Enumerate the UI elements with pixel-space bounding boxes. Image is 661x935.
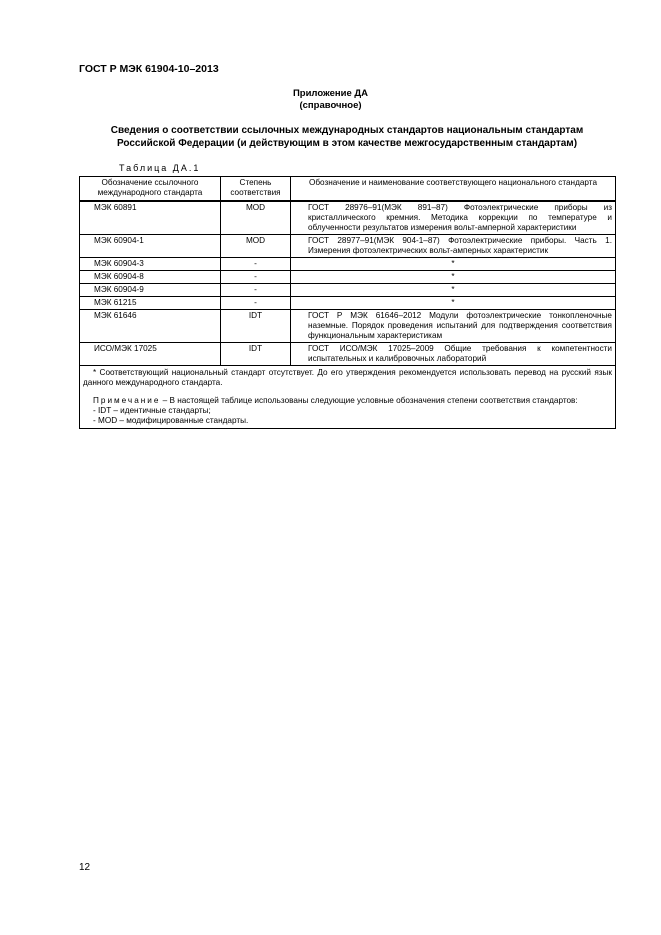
annex-heading [0, 88, 661, 112]
degree-cell: - [221, 297, 291, 310]
section-title [79, 124, 615, 150]
section-title-line1: Сведения о соответствии ссылочных международных стандартов национальным стандартам [110, 125, 584, 136]
table-row [80, 271, 616, 284]
national-standard-cell [291, 343, 616, 366]
note-item: - IDT – идентичные стандарты; [93, 406, 211, 415]
table-row [80, 297, 616, 310]
note-text: – В настоящей таблице использованы следующие условные обозначения степени соответствия стандартов: [162, 396, 578, 405]
column-header-reference: Обозначение ссылочного международного стандарта [80, 177, 221, 202]
degree-cell: - [221, 258, 291, 271]
note-paragraph [83, 396, 612, 406]
table-row [80, 284, 616, 297]
table-footnote-row [80, 366, 616, 429]
national-standard-cell [291, 201, 616, 235]
reference-standard-cell: МЭК 61215 [80, 297, 221, 310]
national-standard-text: * [451, 285, 455, 294]
national-standard-text: * [451, 259, 455, 268]
table-row [80, 310, 616, 343]
table-row [80, 343, 616, 366]
reference-standard-cell: ИСО/МЭК 17025 [80, 343, 221, 366]
national-standard-text: ГОСТ 28976–91(МЭК 891–87) Фотоэлектрические приборы из кристаллического кремния. Методика коррекции по температуре и облученности результатов измерения вольт-амперной характеристики [308, 203, 612, 232]
degree-cell: IDT [221, 343, 291, 366]
national-standard-cell [291, 310, 616, 343]
page-number: 12 [79, 862, 91, 873]
degree-cell: MOD [221, 201, 291, 235]
reference-standard-cell: МЭК 60904-1 [80, 235, 221, 258]
column-header-national: Обозначение и наименование соответствующего национального стандарта [291, 177, 616, 202]
national-standard-cell [291, 271, 616, 284]
table-header-row [80, 177, 616, 202]
note-item: - MOD – модифицированные стандарты. [93, 416, 249, 425]
column-header-degree: Степень соответствия [221, 177, 291, 202]
reference-standard-cell: МЭК 60891 [80, 201, 221, 235]
national-standard-text: * [451, 298, 455, 307]
correspondence-table [79, 176, 616, 429]
national-standard-cell [291, 235, 616, 258]
annex-title: Приложение ДА [292, 88, 369, 99]
national-standard-cell [291, 297, 616, 310]
degree-cell: IDT [221, 310, 291, 343]
table-caption: Таблица ДА.1 [119, 163, 201, 173]
reference-standard-cell: МЭК 61646 [80, 310, 221, 343]
note-label: Примечание [93, 396, 161, 405]
table-row [80, 235, 616, 258]
national-standard-text: * [451, 272, 455, 281]
reference-standard-cell: МЭК 60904-8 [80, 271, 221, 284]
table-row [80, 258, 616, 271]
table-row [80, 201, 616, 235]
national-standard-text: ГОСТ Р МЭК 61646–2012 Модули фотоэлектрические тонкопленочные наземные. Порядок проведения испытаний для подтверждения соответствия функциональным характеристикам [308, 311, 612, 340]
degree-cell: - [221, 271, 291, 284]
national-standard-cell [291, 284, 616, 297]
national-standard-text: ГОСТ ИСО/МЭК 17025–2009 Общие требования к компетентности испытательных и калибровочных лабораторий [308, 344, 612, 363]
section-title-line2: Российской Федерации (и действующим в этом качестве межгосударственным стандартам) [116, 138, 578, 149]
reference-standard-cell: МЭК 60904-3 [80, 258, 221, 271]
reference-standard-cell: МЭК 60904-9 [80, 284, 221, 297]
degree-cell: - [221, 284, 291, 297]
document-header: ГОСТ Р МЭК 61904-10–2013 [79, 63, 219, 75]
national-standard-cell [291, 258, 616, 271]
national-standard-text: ГОСТ 28977–91(МЭК 904-1–87) Фотоэлектрические приборы. Часть 1. Измерения фотоэлектрических вольт-амперных характеристик [308, 236, 612, 255]
footnote-text: * Соответствующий национальный стандарт отсутствует. До его утверждения рекомендуется использовать перевод на русский язык данного международного стандарта. [83, 368, 612, 387]
annex-subtitle: (справочное) [299, 100, 362, 111]
table-footnote-cell [80, 366, 616, 429]
degree-cell: MOD [221, 235, 291, 258]
